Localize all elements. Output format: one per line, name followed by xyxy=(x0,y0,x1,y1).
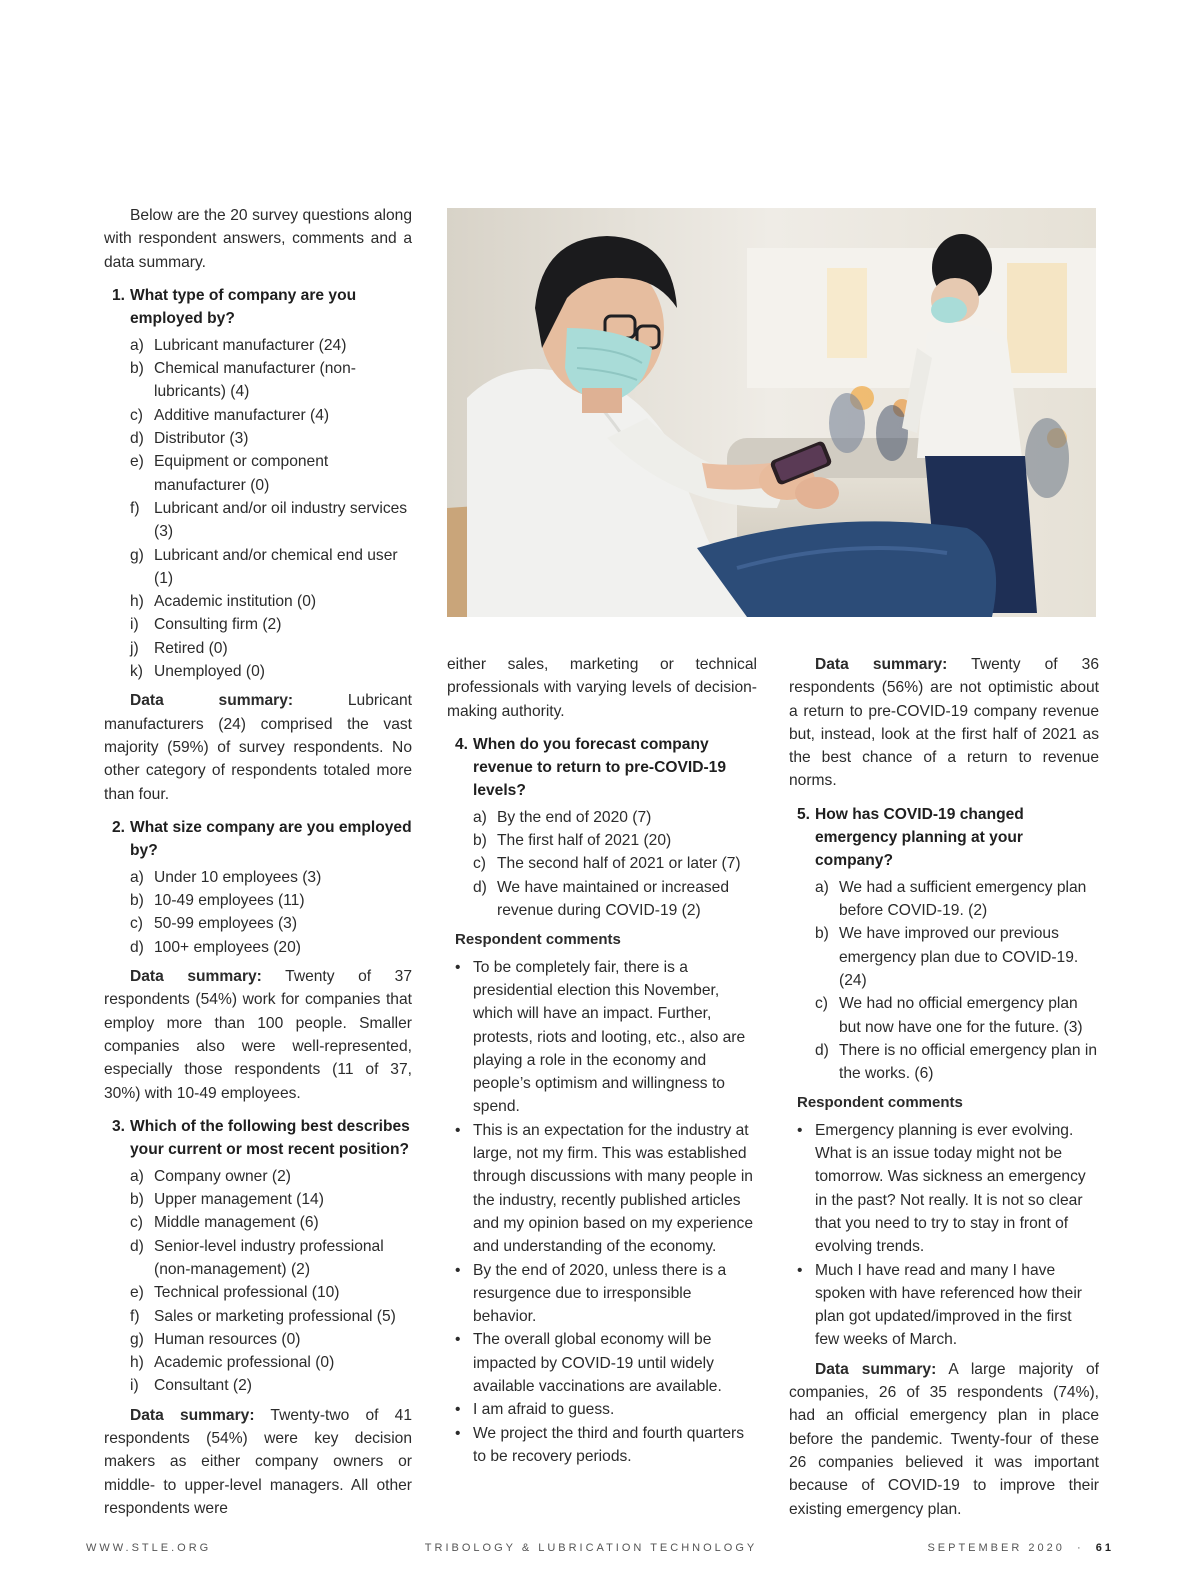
answer-text: 100+ employees (20) xyxy=(154,938,301,956)
bullet-icon: • xyxy=(455,1331,461,1349)
answer-text: We have maintained or increased revenue during COVID-19 (2) xyxy=(497,878,730,920)
answer-item xyxy=(815,922,1099,992)
answer-text: Technical professional (10) xyxy=(154,1284,340,1302)
bullet-icon: • xyxy=(797,1261,803,1279)
answer-text: Consulting firm (2) xyxy=(154,616,282,634)
question-text: What type of company are you employed by? xyxy=(130,286,357,327)
data-summary xyxy=(789,653,1099,793)
answer-item xyxy=(130,427,412,450)
answer-item xyxy=(130,1374,412,1397)
answer-text: Company owner (2) xyxy=(154,1167,291,1185)
answer-text: Under 10 employees (3) xyxy=(154,868,322,886)
answer-item xyxy=(130,1235,412,1282)
question-number: 3. xyxy=(111,1117,125,1135)
answer-item xyxy=(473,852,757,875)
comment-item xyxy=(797,1259,1099,1352)
answer-text: 10-49 employees (11) xyxy=(154,892,305,910)
answer-text: We had no official emergency plan but now have one for the future. (3) xyxy=(839,995,1083,1036)
answer-item xyxy=(130,544,412,591)
question-text: How has COVID-19 changed emergency planning at your company? xyxy=(815,805,1024,869)
data-summary-label: Data summary: xyxy=(130,692,294,710)
answer-item xyxy=(473,876,757,923)
answer-text: We have improved our previous emergency plan due to COVID-19. (24) xyxy=(839,925,1079,989)
answer-item xyxy=(130,889,412,912)
answer-item xyxy=(130,1211,412,1234)
answer-list xyxy=(789,876,1099,1086)
question-number: 5. xyxy=(796,805,810,823)
bullet-icon: • xyxy=(455,1401,461,1419)
data-summary-text: A large majority of companies, 26 of 35 respondents (74%), had an official emergency plan in place before the pandemic. Twenty-four of these 26 companies believed it was important because of COVID-19 to improve their existing emergency plan. xyxy=(789,1360,1099,1518)
answer-item xyxy=(815,992,1099,1039)
answer-letter: d) xyxy=(815,1041,829,1059)
page-number: 61 xyxy=(1095,1542,1114,1554)
answer-letter: b) xyxy=(473,832,487,850)
answer-letter: a) xyxy=(815,878,829,896)
answer-item xyxy=(130,866,412,889)
answer-letter: d) xyxy=(130,1237,144,1255)
comment-item xyxy=(455,1119,757,1259)
comment-item xyxy=(455,956,757,1119)
question-3 xyxy=(104,1115,412,1161)
comment-list xyxy=(789,1119,1099,1352)
question-4 xyxy=(447,733,757,802)
answer-letter: i) xyxy=(130,1377,139,1395)
answer-letter: c) xyxy=(130,1214,143,1232)
footer-issue-date: SEPTEMBER 2020 xyxy=(927,1542,1065,1554)
answer-text: Middle management (6) xyxy=(154,1214,319,1232)
bullet-icon: • xyxy=(797,1121,803,1139)
answer-text: Academic professional (0) xyxy=(154,1354,335,1372)
answer-letter: d) xyxy=(130,938,144,956)
data-summary xyxy=(104,965,412,1105)
question-2 xyxy=(104,816,412,862)
bullet-icon: • xyxy=(455,958,461,976)
answer-letter: a) xyxy=(473,808,487,826)
question-number: 1. xyxy=(111,286,125,304)
answer-letter: f) xyxy=(130,1307,140,1325)
column-1 xyxy=(104,204,412,1529)
answer-item xyxy=(130,1305,412,1328)
answer-item xyxy=(473,806,757,829)
answer-text: The first half of 2021 (20) xyxy=(497,832,672,850)
answer-text: Upper management (14) xyxy=(154,1191,324,1209)
answer-text: Sales or marketing professional (5) xyxy=(154,1307,396,1325)
question-text: When do you forecast company revenue to return to pre-COVID-19 levels? xyxy=(473,735,727,799)
answer-item xyxy=(130,936,412,959)
answer-letter: c) xyxy=(815,995,828,1013)
answer-text: Academic institution (0) xyxy=(154,593,317,611)
answer-letter: a) xyxy=(130,1167,144,1185)
answer-item xyxy=(130,613,412,636)
answer-letter: k) xyxy=(130,663,143,681)
answer-letter: d) xyxy=(130,430,144,448)
answer-item xyxy=(130,334,412,357)
answer-letter: c) xyxy=(473,855,486,873)
answer-item xyxy=(130,404,412,427)
bullet-icon: • xyxy=(455,1424,461,1442)
answer-letter: b) xyxy=(815,925,829,943)
data-summary-label: Data summary: xyxy=(815,1360,937,1378)
bullet-icon: • xyxy=(455,1121,461,1139)
answer-letter: b) xyxy=(130,1191,144,1209)
answer-item xyxy=(815,876,1099,923)
respondent-comments-heading: Respondent comments xyxy=(455,931,621,949)
data-summary-text: Lubricant manufacturers (24) comprised the vast majority (59%) of survey respondents. No other category of respondents totaled more than four. xyxy=(104,692,412,803)
answer-text: There is no official emergency plan in the works. (6) xyxy=(839,1041,1098,1083)
data-summary xyxy=(789,1358,1099,1521)
answer-letter: b) xyxy=(130,892,144,910)
answer-item xyxy=(130,1351,412,1374)
answer-text: We had a sufficient emergency plan before COVID-19. (2) xyxy=(839,878,1087,920)
comment-item xyxy=(455,1259,757,1329)
data-summary xyxy=(104,689,412,805)
answer-text: Chemical manufacturer (non-lubricants) (4) xyxy=(154,360,356,401)
answer-letter: a) xyxy=(130,336,144,354)
answer-item xyxy=(130,1165,412,1188)
intro-text: Below are the 20 survey questions along with respondent answers, comments and a data summary. xyxy=(104,207,412,271)
data-summary xyxy=(104,1404,412,1520)
answer-item xyxy=(130,1281,412,1304)
answer-item xyxy=(130,660,412,683)
footer-separator: · xyxy=(1076,1542,1084,1554)
data-summary-continued: either sales, marketing or technical professionals with varying levels of decision-making authority. xyxy=(447,656,757,720)
answer-letter: f) xyxy=(130,499,140,517)
data-summary-label: Data summary: xyxy=(130,1406,255,1424)
column-2 xyxy=(447,653,757,1474)
answer-list xyxy=(104,1165,412,1398)
answer-text: 50-99 employees (3) xyxy=(154,915,298,933)
answer-list xyxy=(104,866,412,959)
answer-text: Senior-level industry professional (non-management) (2) xyxy=(154,1237,384,1278)
comment-list xyxy=(447,956,757,1469)
answer-letter: g) xyxy=(130,546,144,564)
answer-item xyxy=(473,829,757,852)
comment-text: I am afraid to guess. xyxy=(473,1401,615,1419)
column-3 xyxy=(789,653,1099,1530)
answer-letter: b) xyxy=(130,360,144,378)
answer-item xyxy=(130,1188,412,1211)
answer-letter: c) xyxy=(130,915,143,933)
data-summary-text: Twenty of 37 respondents (54%) work for companies that employ more than 100 people. Smaller companies also were well-represented, especially those respondents (11 of 37, 30%) with 10-49 employees. xyxy=(104,968,412,1102)
answer-item xyxy=(130,497,412,544)
question-5 xyxy=(789,803,1099,872)
question-1 xyxy=(104,284,412,330)
comment-text: This is an expectation for the industry at large, not my firm. This was established through discussions with many people in the industry, recently published articles and my opinion based on my experience and understanding of the economy. xyxy=(473,1121,753,1256)
answer-letter: h) xyxy=(130,593,144,611)
answer-letter: e) xyxy=(130,1284,144,1302)
photo-masked-man-with-phone xyxy=(447,208,1096,617)
answer-item xyxy=(130,590,412,613)
answer-text: The second half of 2021 or later (7) xyxy=(497,855,741,873)
comment-text: The overall global economy will be impacted by COVID-19 until widely available vaccinations are available. xyxy=(473,1331,722,1396)
answer-item xyxy=(130,912,412,935)
answer-item xyxy=(130,1328,412,1351)
answer-text: By the end of 2020 (7) xyxy=(497,808,652,826)
answer-text: Human resources (0) xyxy=(154,1330,301,1348)
comment-item xyxy=(455,1422,757,1469)
comment-item xyxy=(455,1328,757,1398)
data-summary-label: Data summary: xyxy=(130,968,262,986)
answer-letter: c) xyxy=(130,406,143,424)
answer-text: Lubricant manufacturer (24) xyxy=(154,336,347,354)
comment-text: Emergency planning is ever evolving. What is an issue today might not be tomorrow. Was sickness an emergency in the past? Not really. It is not so clear that you need to try to stay in front of evolving trends. xyxy=(815,1121,1086,1256)
answer-text: Lubricant and/or oil industry services (3) xyxy=(154,499,408,541)
answer-letter: j) xyxy=(130,639,139,657)
answer-item xyxy=(815,1039,1099,1086)
comment-text: To be completely fair, there is a presidential election this November, which will have an impact. Further, protests, riots and looting, etc., also are playing a role in the economy and people’s optimism and willingness to spend. xyxy=(473,958,746,1116)
bullet-icon: • xyxy=(455,1261,461,1279)
answer-letter: i) xyxy=(130,616,139,634)
answer-list xyxy=(447,806,757,922)
answer-item xyxy=(130,450,412,497)
photo-illustration xyxy=(447,208,1096,617)
comment-text: We project the third and fourth quarters to be recovery periods. xyxy=(473,1424,745,1465)
question-text: Which of the following best describes your current or most recent position? xyxy=(130,1117,410,1158)
answer-text: Consultant (2) xyxy=(154,1377,252,1395)
question-number: 2. xyxy=(111,818,125,836)
answer-text: Equipment or component manufacturer (0) xyxy=(154,453,329,494)
answer-text: Distributor (3) xyxy=(154,430,249,448)
comment-text: Much I have read and many I have spoken with have referenced how their plan got updated/improved in the first few weeks of March. xyxy=(815,1261,1082,1349)
question-number: 4. xyxy=(454,735,468,753)
respondent-comments-heading: Respondent comments xyxy=(797,1094,963,1112)
answer-letter: g) xyxy=(130,1330,144,1348)
answer-text: Lubricant and/or chemical end user (1) xyxy=(154,546,398,587)
footer-issue xyxy=(927,1541,1114,1555)
answer-letter: d) xyxy=(473,878,487,896)
answer-text: Unemployed (0) xyxy=(154,663,265,681)
footer-website[interactable]: WWW.STLE.ORG xyxy=(86,1542,212,1554)
answer-text: Additive manufacturer (4) xyxy=(154,406,330,424)
comment-item xyxy=(797,1119,1099,1259)
answer-item xyxy=(130,357,412,404)
data-summary-text: Twenty of 36 respondents (56%) are not optimistic about a return to pre-COVID-19 company revenue but, instead, look at the first half of 2021 as the best chance of a return to revenue norms. xyxy=(789,656,1099,790)
answer-letter: e) xyxy=(130,453,144,471)
answer-letter: h) xyxy=(130,1354,144,1372)
answer-text: Retired (0) xyxy=(154,639,228,657)
answer-list xyxy=(104,334,412,683)
comment-item xyxy=(455,1398,757,1421)
answer-item xyxy=(130,637,412,660)
answer-letter: a) xyxy=(130,868,144,886)
data-summary-label: Data summary: xyxy=(815,656,948,673)
data-summary-text: Twenty-two of 41 respondents (54%) were key decision makers as either company owners or middle- to upper-level managers. All other respondents were xyxy=(104,1406,412,1517)
footer-magazine-title: TRIBOLOGY & LUBRICATION TECHNOLOGY xyxy=(424,1542,758,1554)
comment-text: By the end of 2020, unless there is a resurgence due to irresponsible behavior. xyxy=(473,1261,727,1326)
question-text: What size company are you employed by? xyxy=(130,818,412,859)
